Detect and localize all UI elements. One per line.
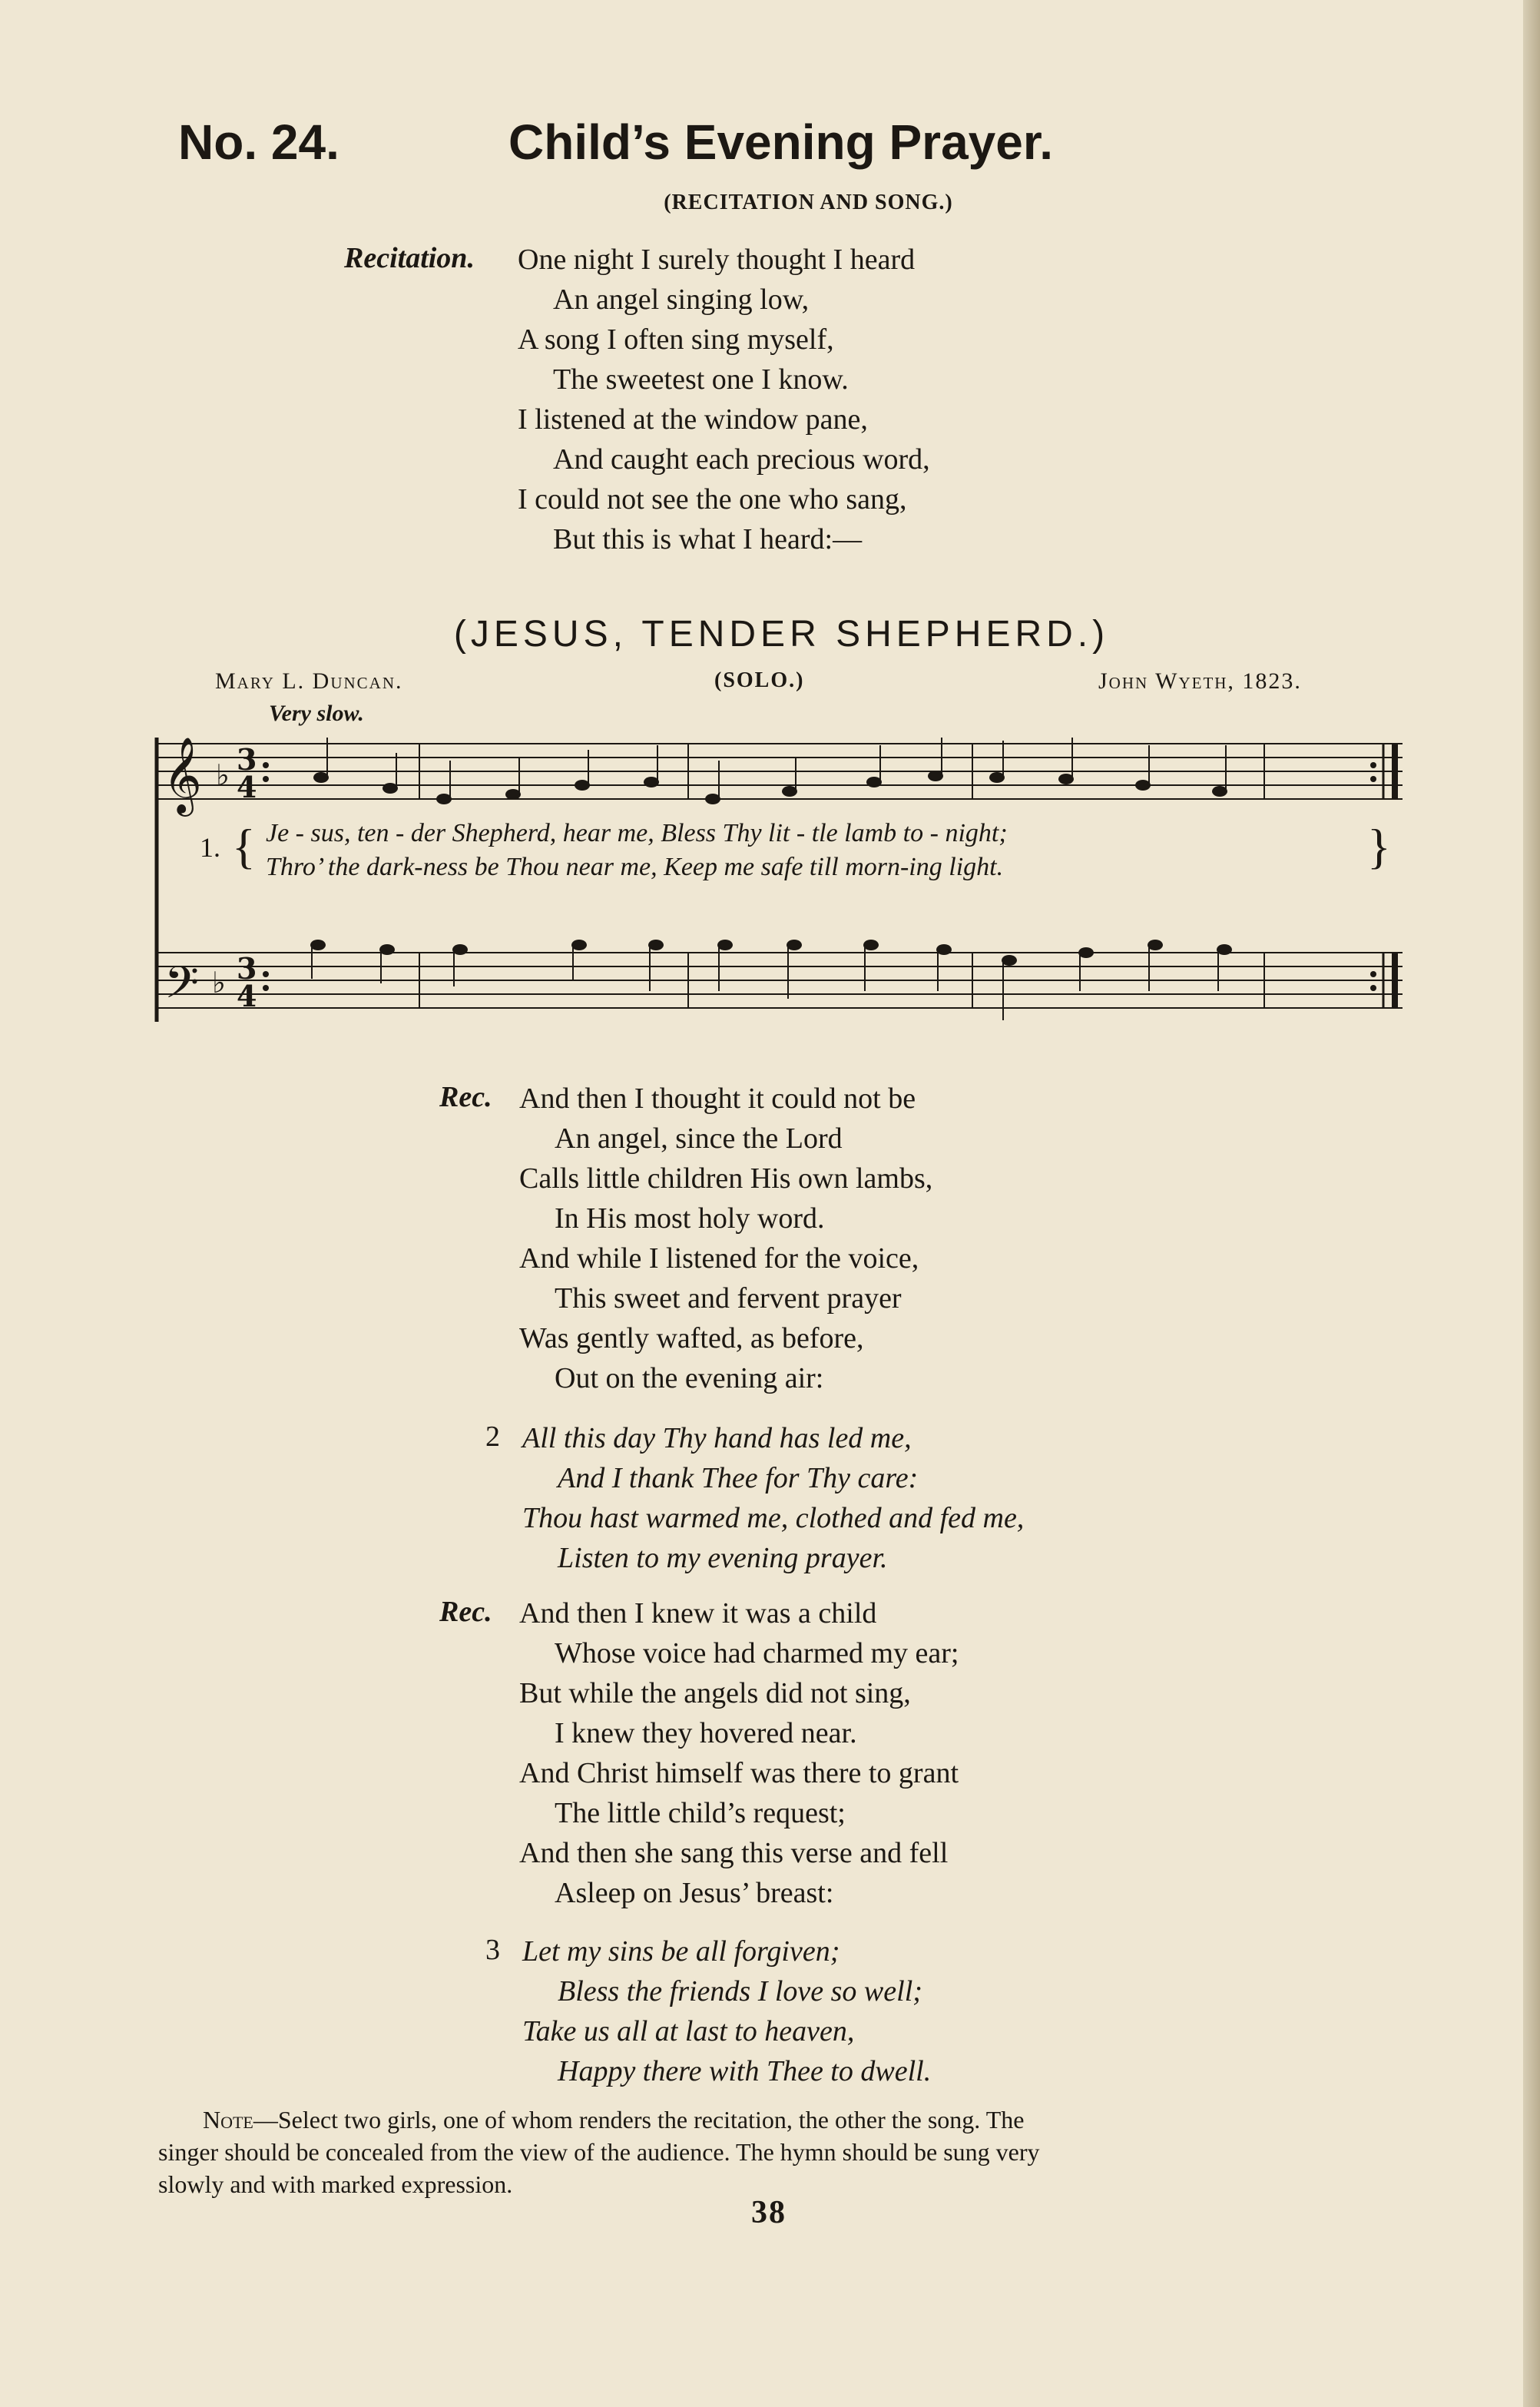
verse-line: And while I listened for the voice,: [519, 1242, 919, 1275]
verse-line: Was gently wafted, as before,: [519, 1322, 864, 1354]
svg-text:4: 4: [237, 770, 257, 804]
verse-line: One night I surely thought I heard: [518, 244, 916, 276]
lyric-line-2: Thro’ the dark-ness be Thou near me, Keep me safe till morn-ing light.: [266, 853, 1004, 881]
svg-text:4: 4: [237, 979, 257, 1013]
page-number: 38: [751, 2195, 787, 2230]
stanza-number: 2: [485, 1421, 500, 1453]
lyrics-brace-left: {: [232, 819, 256, 874]
page-edge: [1523, 0, 1540, 2407]
stanza-line: Listen to my evening prayer.: [558, 1542, 888, 1574]
music-score: [151, 714, 1410, 1037]
rec-label: Rec.: [439, 1596, 492, 1628]
stanza-line: Let my sins be all forgiven;: [522, 1935, 840, 1968]
svg-text:3: 3: [237, 742, 257, 777]
part-label: (SOLO.): [714, 668, 805, 692]
title-row: [178, 114, 1131, 175]
verse-line: And then she sang this verse and fell: [519, 1837, 949, 1869]
stanza-number: 3: [485, 1934, 500, 1966]
verse-line: But while the angels did not sing,: [519, 1677, 911, 1709]
note-line: [158, 2104, 1403, 2136]
verse-line: In His most holy word.: [555, 1202, 825, 1235]
verse-line: Asleep on Jesus’ breast:: [555, 1877, 834, 1909]
tempo-marking: Very slow.: [269, 701, 364, 726]
verse-line: The sweetest one I know.: [553, 363, 849, 396]
stanza-line: Happy there with Thee to dwell.: [558, 2055, 932, 2087]
stanza-line: Thou hast warmed me, clothed and fed me,: [522, 1502, 1025, 1534]
stanza-line: Bless the friends I love so well;: [558, 1975, 922, 2007]
stanza-3: [522, 1931, 931, 2091]
verse-line: Whose voice had charmed my ear;: [555, 1637, 959, 1669]
svg-text:♭: ♭: [212, 966, 226, 1000]
note-line: singer should be concealed from the view of the audience. The hymn should be sung very: [158, 2138, 1040, 2166]
recitation-3: [519, 1593, 959, 1913]
note-line: slowly and with marked expression.: [158, 2170, 513, 2198]
verse-line: An angel singing low,: [553, 283, 810, 316]
svg-text:𝄞: 𝄞: [163, 737, 202, 814]
author-credit: Mary L. Duncan.: [215, 668, 403, 694]
verse-line: Out on the evening air:: [555, 1362, 824, 1394]
verse-line: I listened at the window pane,: [518, 403, 868, 436]
note-label: Note: [203, 2106, 253, 2133]
verse-number: 1.: [200, 832, 220, 863]
rec-label: Rec.: [439, 1081, 492, 1113]
recitation-1: [518, 240, 930, 559]
lyric-line-1: Je - sus, ten - der Shepherd, hear me, Bless Thy lit - tle lamb to - night;: [266, 819, 1008, 847]
verse-line: But this is what I heard:—: [553, 523, 863, 555]
lyrics-brace-right: }: [1367, 819, 1391, 874]
stanza-line: And I thank Thee for Thy care:: [558, 1462, 919, 1494]
verse-line: And Christ himself was there to grant: [519, 1757, 959, 1789]
verse-line: And caught each precious word,: [553, 443, 930, 476]
stanza-2: [522, 1418, 1024, 1578]
hymn-title: Child’s Evening Prayer.: [508, 114, 1053, 170]
recitation-label: Recitation.: [344, 242, 475, 274]
verse-line: Calls little children His own lambs,: [519, 1162, 933, 1195]
verse-line: I knew they hovered near.: [555, 1717, 857, 1749]
stanza-line: Take us all at last to heaven,: [522, 2015, 855, 2047]
verse-line: And then I thought it could not be: [519, 1082, 916, 1115]
verse-line: I could not see the one who sang,: [518, 483, 907, 516]
stanza-line: All this day Thy hand has led me,: [522, 1422, 912, 1454]
hymn-number: No. 24.: [178, 114, 339, 170]
verse-line: And then I knew it was a child: [519, 1597, 877, 1630]
svg-text:3: 3: [237, 951, 257, 986]
recitation-2: [519, 1079, 932, 1398]
svg-text:♭: ♭: [216, 758, 230, 792]
verse-line: An angel, since the Lord: [555, 1122, 843, 1155]
verse-line: The little child’s request;: [555, 1797, 846, 1829]
verse-line: This sweet and fervent prayer: [555, 1282, 902, 1315]
composer-credit: John Wyeth, 1823.: [1098, 668, 1302, 694]
hymn-heading: (JESUS, TENDER SHEPHERD.): [453, 614, 1110, 655]
footnote: [158, 2104, 1403, 2200]
hymn-subtitle: (RECITATION AND SONG.): [664, 191, 953, 214]
note-text: —Select two girls, one of whom renders the recitation, the other the song. The: [253, 2106, 1025, 2133]
verse-line: A song I often sing myself,: [518, 323, 834, 356]
svg-text:𝄢: 𝄢: [164, 957, 200, 1019]
